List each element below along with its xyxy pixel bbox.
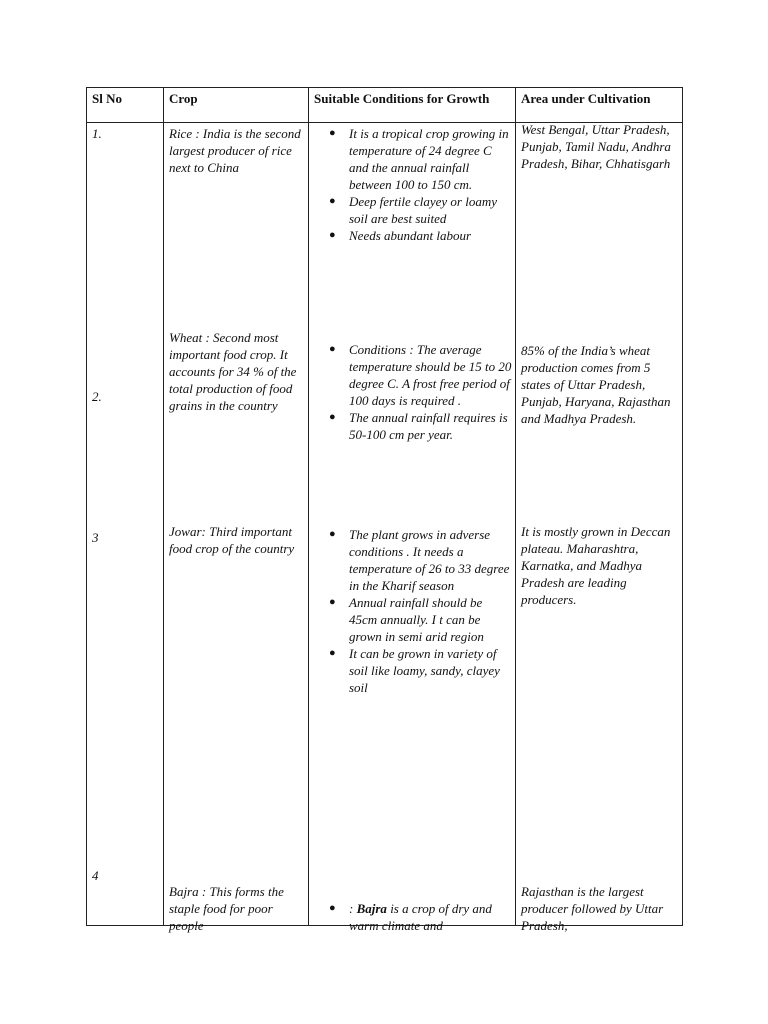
sl-no-3: 3 <box>92 530 99 545</box>
list-item: ● Annual rainfall should be 45cm annually. I t can be grown in semi arid region <box>329 595 484 644</box>
list-item: ● The plant grows in adverse conditions . It needs a temperature of 26 to 33 degree in the Kharif season <box>329 527 510 593</box>
header-area: Area under Cultivation <box>516 88 683 123</box>
list-item: ● It is a tropical crop growing in temperature of 24 degree C and the annual rainfall between 100 to 150 cm. <box>329 126 509 192</box>
bullet-icon: ● <box>329 195 336 207</box>
list-item: ● Needs abundant labour <box>329 228 472 243</box>
crop-wheat: Wheat : Second most important food crop. It accounts for 34 % of the total production of food grains in the country <box>169 330 297 413</box>
conditions-rice <box>309 125 512 244</box>
header-sl-no: Sl No <box>87 88 164 123</box>
bullet-icon: ● <box>329 528 336 540</box>
list-item: ● : Bajra is a crop of dry and warm climate and <box>329 901 492 933</box>
table-body-row <box>87 123 683 926</box>
area-bajra: Rajasthan is the largest producer followed by Uttar Pradesh, <box>521 884 664 933</box>
list-item: ● It can be grown in variety of soil like loamy, sandy, clayey soil <box>329 646 500 695</box>
conditions-bajra <box>309 900 512 934</box>
crop-table <box>86 87 683 933</box>
area-wheat: 85% of the India’s wheat production comes from 5 states of Uttar Pradesh, Punjab, Haryana, Rajasthan and Madhya Pradesh. <box>521 343 671 426</box>
crop-jowar: Jowar: Third important food crop of the country <box>169 524 295 556</box>
header-conditions: Suitable Conditions for Growth <box>309 88 516 123</box>
conditions-jowar <box>309 526 512 696</box>
bullet-icon: ● <box>329 411 336 423</box>
bullet-icon: ● <box>329 647 336 659</box>
area-rice: West Bengal, Uttar Pradesh, Punjab, Tamil Nadu, Andhra Pradesh, Bihar, Chhatisgarh <box>521 122 671 171</box>
crop-column <box>164 123 309 933</box>
area-column <box>516 122 683 933</box>
sl-no-2: 2. <box>92 389 102 404</box>
list-item: ● Conditions : The average temperature should be 15 to 20 degree C. A frost free period of 100 days is required . <box>329 342 512 408</box>
conditions-column <box>309 123 516 933</box>
bullet-icon: ● <box>329 596 336 608</box>
list-item: ● Deep fertile clayey or loamy soil are best suited <box>329 194 497 226</box>
bullet-icon: ● <box>329 343 336 355</box>
area-jowar: It is mostly grown in Deccan plateau. Maharashtra, Karnatka, and Madhya Pradesh are leading producers. <box>521 524 671 607</box>
sl-no-4: 4 <box>92 868 99 883</box>
bullet-icon: ● <box>329 127 336 139</box>
bullet-icon: ● <box>329 902 336 914</box>
header-crop: Crop <box>164 88 309 123</box>
bajra-bold: Bajra <box>356 901 387 916</box>
sl-no-column <box>87 123 164 926</box>
header-row <box>87 88 683 123</box>
crop-rice: Rice : India is the second largest producer of rice next to China <box>169 126 301 175</box>
crop-bajra: Bajra : This forms the staple food for poor people <box>169 884 284 933</box>
bullet-icon: ● <box>329 229 336 241</box>
conditions-wheat <box>309 341 512 443</box>
list-item: ● The annual rainfall requires is 50-100 cm per year. <box>329 410 508 442</box>
sl-no-1: 1. <box>92 126 102 141</box>
